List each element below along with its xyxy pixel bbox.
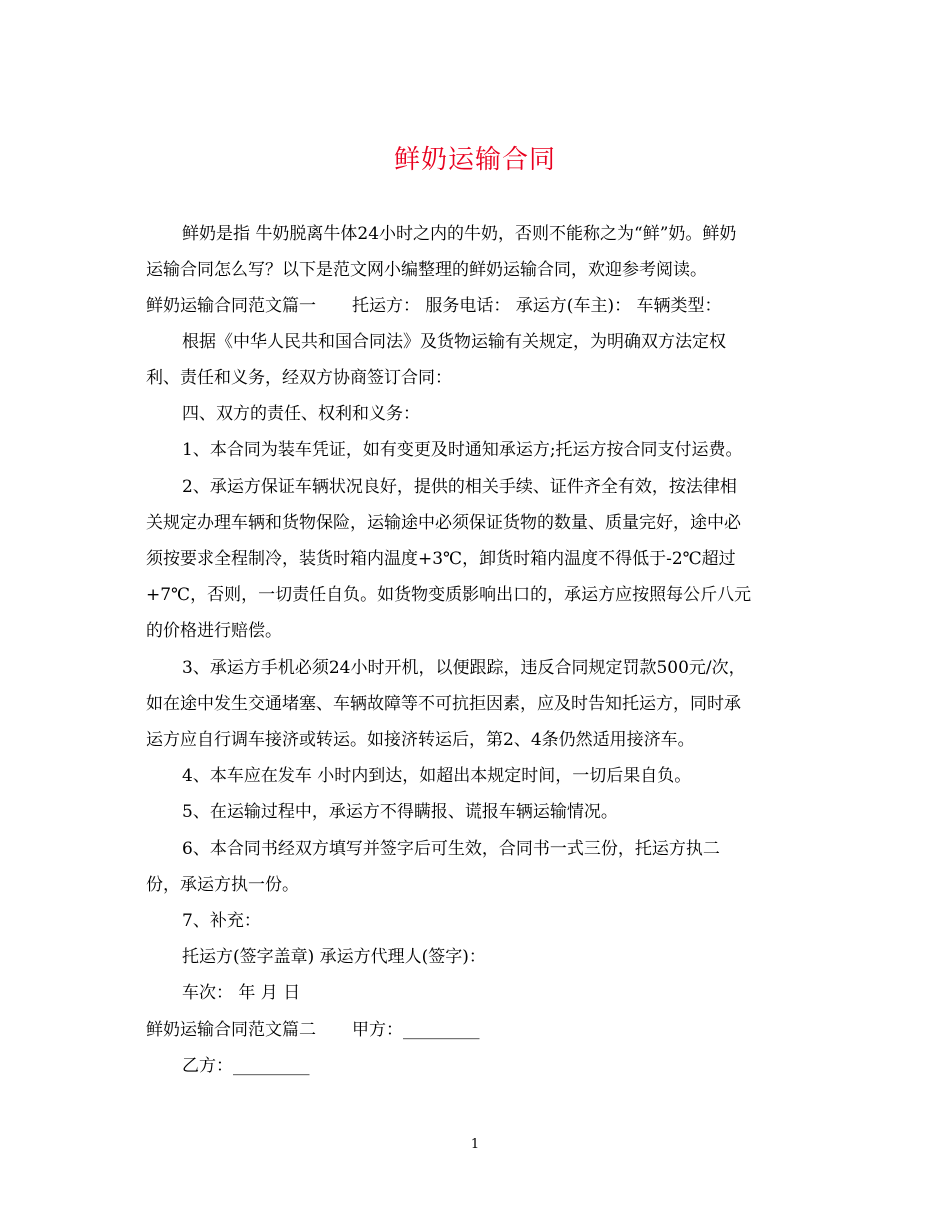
section-two-heading: 鲜奶运输合同范文篇二 bbox=[146, 1020, 316, 1040]
party-a-field: 甲方：_________ bbox=[352, 1020, 480, 1040]
clause-3-line-3: 运方应自行调车接济或转运。如接济转运后，第2、4条仍然适用接济车。 bbox=[146, 730, 695, 750]
clause-2-line-2: 关规定办理车辆和货物保险，运输途中必须保证货物的数量、质量完好，途中必 bbox=[146, 513, 741, 533]
clause-7: 7、补充： bbox=[182, 911, 261, 931]
section-one-row bbox=[146, 294, 721, 318]
clause-6-line-2: 份，承运方执一份。 bbox=[146, 875, 299, 895]
signature-line: 托运方(签字盖章) 承运方代理人(签字)： bbox=[182, 947, 486, 967]
date-line: 车次： 年 月 日 bbox=[182, 983, 301, 1003]
parties-info: 托运方： 服务电话： 承运方(车主)： 车辆类型： bbox=[352, 296, 722, 316]
clause-2-line-4: +7℃，否则，一切责任自负。如货物变质影响出口的，承运方应按照每公斤八元 bbox=[146, 585, 752, 605]
clause-2-line-1: 2、承运方保证车辆状况良好，提供的相关手续、证件齐全有效，按法律相 bbox=[182, 477, 737, 497]
basis-line-2: 利、责任和义务，经双方协商签订合同： bbox=[146, 368, 452, 388]
clause-2-line-5: 的价格进行赔偿。 bbox=[146, 621, 282, 641]
intro-line-2: 运输合同怎么写？以下是范文网小编整理的鲜奶运输合同，欢迎参考阅读。 bbox=[146, 260, 707, 280]
section-four-heading: 四、双方的责任、权利和义务： bbox=[182, 404, 420, 424]
clause-2-line-3: 须按要求全程制冷，装货时箱内温度+3℃，卸货时箱内温度不得低于-2℃超过 bbox=[146, 549, 736, 569]
clause-3-line-1: 3、承运方手机必须24小时开机，以便跟踪，违反合同规定罚款500元/次， bbox=[182, 658, 746, 678]
intro-line-1: 鲜奶是指 牛奶脱离牛体24小时之内的牛奶，否则不能称之为“鲜”奶。鲜奶 bbox=[182, 224, 737, 244]
section-two-row bbox=[146, 1018, 480, 1042]
clause-5: 5、在运输过程中，承运方不得瞒报、谎报车辆运输情况。 bbox=[182, 802, 618, 822]
clause-6-line-1: 6、本合同书经双方填写并签字后可生效，合同书一式三份，托运方执二 bbox=[182, 839, 720, 859]
section-one-heading: 鲜奶运输合同范文篇一 bbox=[146, 296, 316, 316]
clause-4: 4、本车应在发车 小时内到达，如超出本规定时间，一切后果自负。 bbox=[182, 766, 692, 786]
basis-line-1: 根据《中华人民共和国合同法》及货物运输有关规定，为明确双方法定权 bbox=[182, 332, 726, 352]
clause-3-line-2: 如在途中发生交通堵塞、车辆故障等不可抗拒因素，应及时告知托运方，同时承 bbox=[146, 694, 741, 714]
document-title: 鲜奶运输合同 bbox=[393, 145, 556, 175]
page-number: 1 bbox=[470, 1137, 480, 1152]
clause-1: 1、本合同为装车凭证，如有变更及时通知承运方;托运方按合同支付运费。 bbox=[182, 440, 743, 460]
party-b-field: 乙方：_________ bbox=[182, 1056, 310, 1076]
